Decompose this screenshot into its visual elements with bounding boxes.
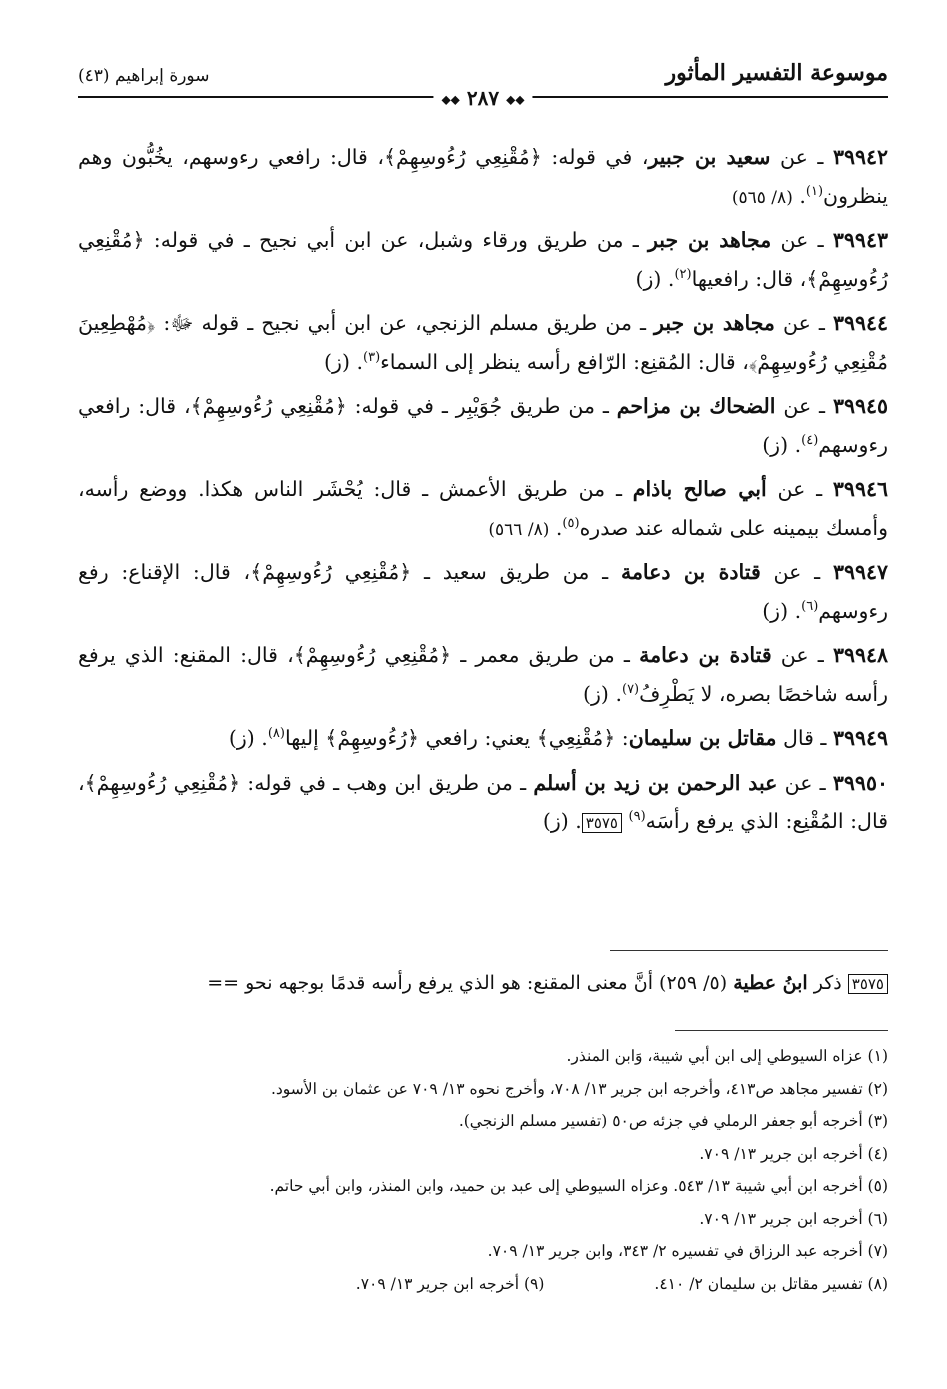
narrator: عبد الرحمن بن زيد بن أسلم	[533, 770, 778, 795]
entry-text: يعني: رافعي ﴿رُءُوسِهِمْ﴾ إليها	[284, 726, 537, 750]
note-marker-box: ٣٥٧٥	[582, 813, 622, 833]
entry-text: ، قال: رافعيها	[691, 266, 807, 291]
narration-entry	[78, 764, 888, 843]
narration-entry	[78, 470, 888, 549]
footnote: (٨) تفسير مقاتل بن سليمان ٢/ ٤١٠.	[654, 1274, 888, 1293]
volume-ref: (٨/ ٥٦٥)	[731, 187, 793, 208]
narration-entry	[78, 636, 888, 715]
narration-entry	[78, 304, 888, 383]
note-text-after: (٥/ ٢٥٩) أنَّ معنى المقنع: هو الذي يرفع رأسه قدمًا بوجهه نحو ==	[207, 972, 734, 994]
entry-end: (ز)	[228, 726, 255, 750]
quran-quote: ﴿مُقْنِعِي رُءُوسِهِمْ﴾	[384, 145, 542, 169]
entry-text: ، قال: المقنع: الذي يرفع رأسه شاخصًا بصره، لا يَطْرِفُ	[78, 643, 888, 706]
narration-entry	[78, 553, 888, 632]
entry-separator: ـ عن	[766, 477, 833, 501]
footnote-ref: (٧)	[621, 681, 640, 697]
quran-quote: ﴿مُقْنِعِي رُءُوسِهِمْ﴾	[84, 770, 241, 795]
footnote-row	[78, 1268, 888, 1301]
entry-pre: ـ من طريق مسلم الزنجي، عن ابن أبي نجيح ـ قوله ﷻ:	[155, 311, 655, 335]
footnote: (٣) أخرجه أبو جعفر الرملي في جزئه ص٥٠ (تفسير مسلم الزنجي).	[458, 1112, 888, 1130]
entry-number: ٣٩٩٤٧	[832, 560, 888, 584]
entry-end: (ز)	[762, 598, 789, 623]
entry-number: ٣٩٩٤٣	[832, 228, 888, 252]
footnotes	[78, 1040, 888, 1300]
entry-text: ، قال: الإقناع: رفع رءوسهم	[78, 560, 888, 623]
narrator: قتادة بن دعامة	[639, 643, 772, 667]
entry-number: ٣٩٩٤٦	[832, 477, 888, 501]
entry-separator: ـ عن	[771, 228, 833, 252]
footnote-ref: (٤)	[801, 432, 819, 448]
entry-pre: ـ من طريق ابن وهب ـ في قوله:	[240, 770, 534, 795]
footnote: (٦) أخرجه ابن جرير ١٣/ ٧٠٩.	[699, 1209, 888, 1228]
entry-pre: ، في قوله:	[541, 145, 649, 169]
quran-quote: ﴿مُقْنِعِي رُءُوسِهِمْ﴾	[190, 394, 347, 418]
quran-quote: ﴿مُقْنِعِي رُءُوسِهِمْ﴾	[250, 560, 412, 584]
entry-number: ٣٩٩٤٩	[832, 726, 888, 750]
quran-quote: ﴿مُقْنِعِي﴾	[536, 726, 616, 750]
narrator: سعيد بن جبير	[648, 145, 771, 169]
main-text	[78, 138, 888, 847]
entry-separator: ـ عن	[775, 394, 833, 418]
narrator: أبي صالح باذام	[632, 477, 767, 501]
entry-separator: ـ قال	[776, 726, 833, 750]
narrator: مقاتل بن سليمان	[628, 726, 777, 750]
entry-tail: .	[788, 598, 802, 623]
note-marker-box: ٣٥٧٥	[848, 974, 888, 994]
ornament-right-icon: ◆◆	[441, 92, 460, 107]
entry-pre: ـ من طريق جُوَيْبِر ـ في قوله:	[346, 394, 617, 418]
footnote-ref: (٦)	[801, 598, 819, 614]
quran-quote: ﴿مُهْطِعِينَ مُقْنِعِي رُءُوسِهِمْ﴾	[78, 311, 888, 374]
entry-separator: ـ عن	[770, 145, 833, 169]
footnote: (٢) تفسير مجاهد ص٤١٣، وأخرجه ابن جرير ١٣/ ٧٠٨، وأخرج نحوه ١٣/ ٧٠٩ عن عثمان بن الأسود.	[270, 1079, 888, 1098]
footnote-divider	[675, 1030, 888, 1031]
entry-number: ٣٩٩٤٥	[832, 394, 889, 418]
narrator: مجاهد بن جبر	[654, 311, 775, 335]
entry-separator: ـ عن	[760, 560, 833, 584]
footnote: (١) عزاه السيوطي إلى ابن أبي شيبة، وَابن المنذر.	[566, 1047, 888, 1065]
entry-tail: .	[349, 349, 363, 374]
entry-number: ٣٩٩٤٢	[832, 145, 889, 169]
entry-tail: .	[661, 266, 675, 291]
entry-separator: ـ عن	[777, 770, 833, 795]
footnote-ref: (١)	[805, 183, 824, 199]
scholar-note	[20, 966, 888, 1001]
entry-tail: .	[549, 515, 563, 540]
entry-end: . (ز)	[542, 809, 582, 833]
footnote-ref: (٨)	[267, 726, 285, 742]
entry-end: (ز)	[762, 432, 789, 457]
page-header	[78, 58, 888, 110]
entry-separator: ـ عن	[771, 643, 833, 667]
page-number-badge	[433, 86, 532, 110]
entry-number: ٣٩٩٥٠	[832, 770, 888, 795]
entry-pre: ـ من طريق الأعمش ـ قال: يُحْشَر الناس هكذا. ووضع رأسه، وأمسك بيمينه على شماله عند صدره	[78, 477, 888, 540]
footnote-ref: (٩)	[628, 809, 646, 825]
page-number: ٢٨٧	[466, 86, 500, 110]
quran-quote: ﴿مُقْنِعِي رُءُوسِهِمْ﴾	[293, 643, 452, 667]
entry-number: ٣٩٩٤٤	[832, 311, 888, 335]
entry-separator: ـ عن	[774, 311, 833, 335]
entry-end: (ز)	[324, 349, 350, 374]
footnote-ref: (٢)	[674, 266, 692, 282]
entry-tail: .	[792, 183, 806, 208]
entry-end: (ز)	[635, 266, 662, 291]
entry-pre: ـ من طريق ورقاء وشبل، عن ابن أبي نجيح ـ في قوله:	[144, 228, 648, 252]
narration-entry	[78, 387, 888, 466]
entry-text: ، قال: المُقْنِع: الذي يرفع رأسَه	[78, 770, 888, 833]
entry-pre: ـ من طريق سعيد ـ	[411, 560, 621, 584]
entry-number: ٣٩٩٤٨	[832, 643, 888, 667]
narrator: قتادة بن دعامة	[620, 560, 761, 584]
entry-text: ، قال: رافعي رءوسهم، يخُبُّون وهم ينظرون	[78, 145, 888, 208]
footnote: (٤) أخرجه ابن جرير ١٣/ ٧٠٩.	[699, 1144, 888, 1163]
narration-entry	[78, 138, 888, 217]
note-text-before: ذكر	[807, 972, 848, 994]
footnote-ref: (٣)	[363, 349, 381, 365]
entry-text: ، قال: المُقنِع: الرّافع رأسه ينظر إلى السماء	[380, 349, 749, 374]
footnote: (٧) أخرجه عبد الرزاق في تفسيره ٢/ ٣٤٣، وابن جرير ١٣/ ٧٠٩.	[487, 1242, 888, 1260]
note-scholar-name: ابنُ عطية	[733, 972, 808, 994]
quran-quote: ﴿مُقْنِعِي رُءُوسِهِمْ﴾	[78, 228, 888, 291]
entry-tail: .	[608, 681, 622, 706]
note-divider	[610, 950, 888, 951]
narrator: مجاهد بن جبر	[647, 228, 772, 252]
narration-entry	[78, 221, 888, 300]
entry-pre: :	[615, 726, 629, 750]
entry-tail: .	[254, 726, 268, 750]
narrator: الضحاك بن مزاحم	[616, 394, 776, 418]
entry-end: (ز)	[583, 681, 609, 706]
footnote: (٥) أخرجه ابن أبي شيبة ١٣/ ٥٤٣. وعزاه السيوطي إلى عبد بن حميد، وابن المنذر، وابن أبي حاتم.	[269, 1177, 888, 1195]
surah-label: سورة إبراهيم (٤٣)	[78, 66, 210, 86]
volume-ref: (٨/ ٥٦٦)	[488, 519, 550, 540]
entry-text: ، قال: رافعي رءوسهم	[78, 394, 888, 457]
footnote-ref: (٥)	[562, 515, 580, 531]
footnote: (٩) أخرجه ابن جرير ١٣/ ٧٠٩.	[355, 1274, 545, 1293]
book-title: موسوعة التفسير المأثور	[665, 60, 888, 86]
entry-tail: .	[788, 432, 802, 457]
narration-entry	[78, 719, 888, 760]
ornament-left-icon: ◆◆	[506, 92, 525, 107]
entry-pre: ـ من طريق معمر ـ	[451, 643, 640, 667]
